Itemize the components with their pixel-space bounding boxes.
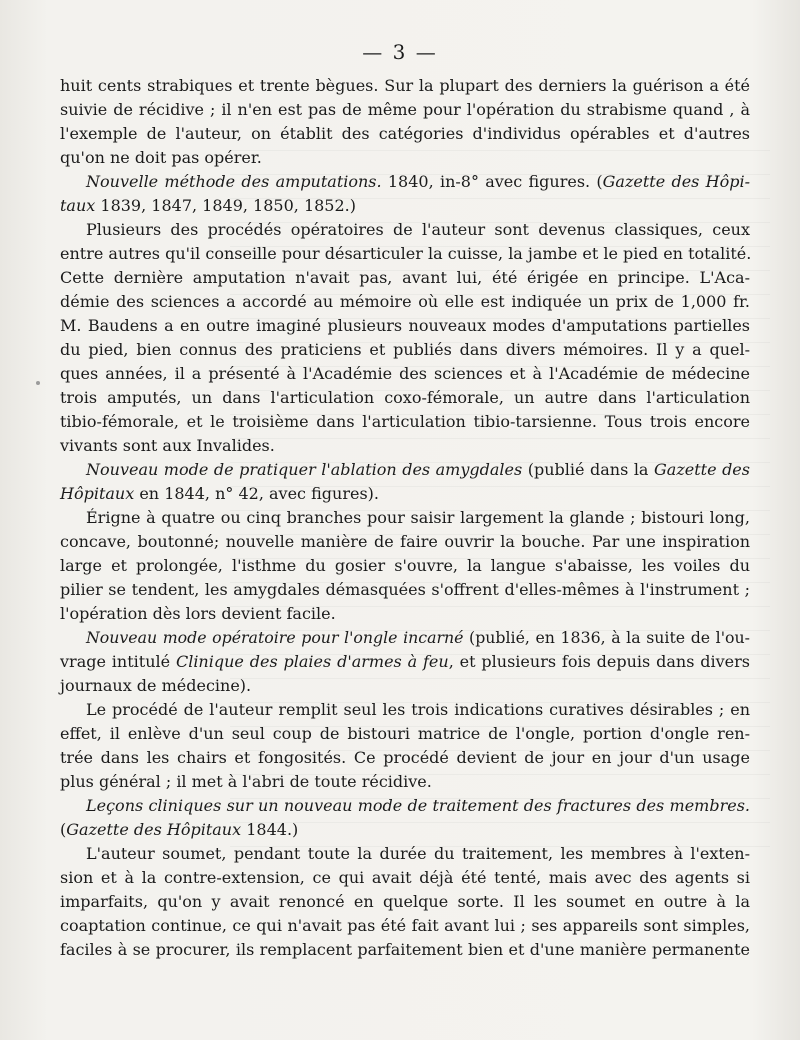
text-line: Le procédé de l'auteur remplit seul les trois indications curatives désirables ; en <box>86 700 750 719</box>
text-line: large et prolongée, l'isthme du gosier s'ouvre, la langue s'abaisse, les voiles du <box>60 556 750 575</box>
entry-title-cont <box>60 482 750 506</box>
entry-title-cont: journaux de médecine). <box>60 676 252 695</box>
entry-title-text: vrage intitulé <box>60 652 176 671</box>
entry-title-italic: Nouvelle méthode des amputations. <box>86 172 382 191</box>
text-line: du pied, bien connus des praticiens et publiés dans divers mémoires. Il y a quel- <box>60 340 750 359</box>
text-line: Cette dernière amputation n'avait pas, avant lui, été érigée en principe. L'Aca- <box>60 268 750 287</box>
text-line: vivants sont aux Invalides. <box>60 436 275 455</box>
text-line: Érigne à quatre ou cinq branches pour saisir largement la glande ; bistouri long, <box>86 508 750 527</box>
entry-title <box>60 458 750 482</box>
entry-title-cont <box>60 194 750 218</box>
text-line: suivie de récidive ; il n'en est pas de même pour l'opération du strabisme quand , à <box>60 100 750 119</box>
text-line: trois amputés, un dans l'articulation coxo-fémorale, un autre dans l'articulation <box>60 388 750 407</box>
entry-title-text: (publié, en 1836, à la suite de l'ou- <box>463 628 750 647</box>
paper-speck <box>36 381 40 385</box>
entry-source-italic: Hôpitaux <box>60 484 135 503</box>
entry-title <box>60 794 750 818</box>
entry-source-italic: Gazette des <box>654 460 750 479</box>
entry-title-text: ( <box>60 820 67 839</box>
text-line: sion et à la contre-extension, ce qui avait déjà été tenté, mais avec des agents si <box>60 868 750 887</box>
text-line: démie des sciences a accordé au mémoire où elle est indiquée un prix de 1,000 fr. <box>60 292 750 311</box>
text-line: L'auteur soumet, pendant toute la durée du traitement, les membres à l'exten- <box>86 844 750 863</box>
entry-title-italic: Nouveau mode opératoire pour l'ongle incarné <box>86 628 464 647</box>
entry-title-text: 1840, in-8° avec figures. ( <box>381 172 603 191</box>
page-number: — 3 — <box>362 40 438 64</box>
entry-title <box>60 626 750 650</box>
text-line: coaptation continue, ce qui n'avait pas été fait avant lui ; ses appareils sont simples, <box>60 916 750 935</box>
body-text <box>60 74 750 962</box>
entry-title-italic: Nouveau mode de pratiquer l'ablation des amygdales <box>86 460 523 479</box>
text-line: Plusieurs des procédés opératoires de l'auteur sont devenus classiques, ceux <box>86 220 750 239</box>
text-line: effet, il enlève d'un seul coup de bistouri matrice de l'ongle, portion d'ongle ren- <box>60 724 750 743</box>
entry-title <box>60 170 750 194</box>
entry-title-text: (publié dans la <box>522 460 654 479</box>
text-line: M. Baudens a en outre imaginé plusieurs nouveaux modes d'amputations partielles <box>60 316 750 335</box>
entry-source-italic: Gazette des Hôpitaux <box>66 820 242 839</box>
text-line: plus général ; il met à l'abri de toute récidive. <box>60 772 432 791</box>
text-line: faciles à se procurer, ils remplacent parfaitement bien et d'une manière permanente <box>60 940 750 959</box>
entry-title-cont <box>60 650 750 674</box>
text-line: tibio-fémorale, et le troisième dans l'articulation tibio-tarsienne. Tous trois encore <box>60 412 750 431</box>
entry-title-text: 1839, 1847, 1849, 1850, 1852.) <box>95 196 356 215</box>
entry-title-italic: Leçons cliniques sur un nouveau mode de traitement des fractures des membres. <box>86 796 750 815</box>
entry-title-text: , et plusieurs fois depuis dans divers <box>448 652 750 671</box>
text-line: l'opération dès lors devient facile. <box>60 604 336 623</box>
entry-source-italic: Clinique des plaies d'armes à feu <box>175 652 449 671</box>
entry-title-text: en 1844, n° 42, avec figures). <box>134 484 379 503</box>
text-line: concave, boutonné; nouvelle manière de faire ouvrir la bouche. Par une inspiration <box>60 532 750 551</box>
entry-source-italic: taux <box>60 196 96 215</box>
text-line: ques années, il a présenté à l'Académie des sciences et à l'Académie de médecine <box>60 364 750 383</box>
text-line: l'exemple de l'auteur, on établit des catégories d'individus opérables et d'autres <box>60 124 750 143</box>
entry-title-cont <box>60 818 750 842</box>
entry-title-text: 1844.) <box>241 820 299 839</box>
text-line: pilier se tendent, les amygdales démasquées s'offrent d'elles-mêmes à l'instrument ; <box>60 580 750 599</box>
text-line: entre autres qu'il conseille pour désarticuler la cuisse, la jambe et le pied en totalité. <box>60 244 752 263</box>
text-line: trée dans les chairs et fongosités. Ce procédé devient de jour en jour d'un usage <box>60 748 750 767</box>
text-line: huit cents strabiques et trente bègues. Sur la plupart des derniers la guérison a été <box>60 76 750 95</box>
text-line: qu'on ne doit pas opérer. <box>60 148 262 167</box>
entry-source-italic: Gazette des Hôpi- <box>602 172 750 191</box>
text-line: imparfaits, qu'on y avait renoncé en quelque sorte. Il les soumet en outre à la <box>60 892 750 911</box>
